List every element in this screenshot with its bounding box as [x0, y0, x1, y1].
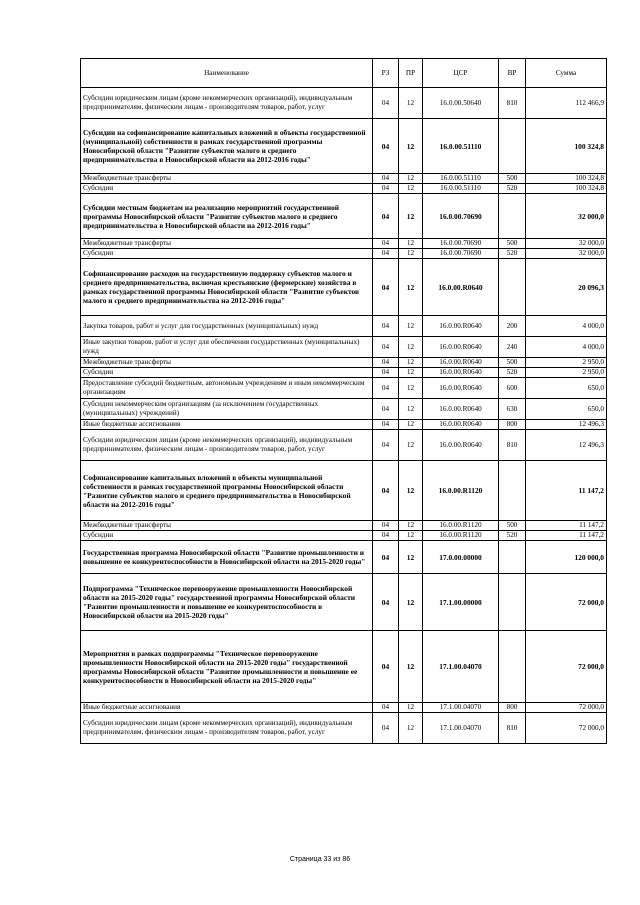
table-row	[81, 184, 607, 194]
cell-sum: 72 000,0	[526, 703, 607, 713]
cell-rz: 04	[373, 703, 399, 713]
cell-csr: 17.1.00.00000	[423, 574, 499, 631]
cell-rz: 04	[373, 430, 399, 461]
cell-pr: 12	[399, 378, 423, 399]
cell-pr: 12	[399, 259, 423, 316]
cell-name: Предоставление субсидий бюджетным, автономным учреждениям и иным некоммерческим организациям	[81, 378, 373, 399]
cell-sum: 72 000,0	[526, 574, 607, 631]
cell-sum: 32 000,0	[526, 249, 607, 259]
header-rz: РЗ	[373, 59, 399, 88]
cell-csr: 16.0.00.50640	[423, 88, 499, 119]
cell-vr: 520	[499, 368, 526, 378]
cell-name: Софинансирование капитальных вложений в объекты муниципальной собственности в рамках государственной программы Новосибирской области "Развитие субъектов малого и среднего предпринимательства в Новосибирской области на 2012-2016 годы"	[81, 461, 373, 521]
cell-vr: 810	[499, 713, 526, 744]
cell-name: Субсидии местным бюджетам на реализацию мероприятий государственной программы Новосибирской области "Развитие субъектов малого и среднего предпринимательства в Новосибирской области на 2012-2016 годы"	[81, 194, 373, 239]
cell-csr: 16.0.00.51110	[423, 184, 499, 194]
cell-csr: 16.0.00.70690	[423, 194, 499, 239]
cell-name: Закупка товаров, работ и услуг для государственных (муниципальных) нужд	[81, 316, 373, 337]
cell-vr: 500	[499, 521, 526, 531]
table-row	[81, 316, 607, 337]
table-row	[81, 430, 607, 461]
cell-sum: 120 000,0	[526, 541, 607, 574]
cell-csr: 16.0.00.R0640	[423, 316, 499, 337]
cell-rz: 04	[373, 358, 399, 368]
cell-name: Межбюджетные трансферты	[81, 521, 373, 531]
cell-rz: 04	[373, 249, 399, 259]
cell-name: Субсидии юридическим лицам (кроме некоммерческих организаций), индивидуальным предпринимателям, физическим лицам - производителям товаров, работ, услуг	[81, 88, 373, 119]
cell-name: Государственная программа Новосибирской области "Развитие промышленности и повышение ее конкурентоспособности в Новосибирской области на 2015-2020 годы"	[81, 541, 373, 574]
cell-csr: 16.0.00.R0640	[423, 399, 499, 420]
cell-sum: 4 000,0	[526, 337, 607, 358]
cell-sum: 11 147,2	[526, 531, 607, 541]
cell-rz: 04	[373, 631, 399, 703]
table-row	[81, 703, 607, 713]
cell-csr: 17.1.00.04070	[423, 713, 499, 744]
table-row	[81, 631, 607, 703]
cell-name: Субсидии юридическим лицам (кроме некоммерческих организаций), индивидуальным предпринимателям, физическим лицам - производителям товаров, работ, услуг	[81, 430, 373, 461]
table-row	[81, 358, 607, 368]
cell-vr: 800	[499, 703, 526, 713]
cell-csr: 16.0.00.R0640	[423, 420, 499, 430]
cell-rz: 04	[373, 541, 399, 574]
cell-csr: 16.0.00.R0640	[423, 337, 499, 358]
cell-name: Иные бюджетные ассигнования	[81, 703, 373, 713]
cell-pr: 12	[399, 337, 423, 358]
cell-rz: 04	[373, 88, 399, 119]
cell-vr: 630	[499, 399, 526, 420]
cell-rz: 04	[373, 194, 399, 239]
cell-pr: 12	[399, 703, 423, 713]
cell-csr: 17.0.00.00000	[423, 541, 499, 574]
cell-name: Субсидии юридическим лицам (кроме некоммерческих организаций), индивидуальным предпринимателям, физическим лицам - производителям товаров, работ, услуг	[81, 713, 373, 744]
table-row	[81, 174, 607, 184]
cell-vr	[499, 461, 526, 521]
cell-sum: 11 147,2	[526, 461, 607, 521]
cell-csr: 16.0.00.R0640	[423, 358, 499, 368]
cell-csr: 16.0.00.R0640	[423, 368, 499, 378]
cell-vr	[499, 541, 526, 574]
cell-rz: 04	[373, 368, 399, 378]
cell-vr: 520	[499, 184, 526, 194]
cell-vr: 500	[499, 239, 526, 249]
cell-pr: 12	[399, 249, 423, 259]
cell-vr: 800	[499, 420, 526, 430]
cell-pr: 12	[399, 420, 423, 430]
cell-name: Мероприятия в рамках подпрограммы "Техническое перевооружение промышленности Новосибирской области на 2015-2020 годы" государственной программы Новосибирской области "Развитие промышленности и повышение ее конкурентоспособности в Новосибирской области на 2015-2020 годы"	[81, 631, 373, 703]
cell-name: Межбюджетные трансферты	[81, 174, 373, 184]
cell-rz: 04	[373, 174, 399, 184]
cell-sum: 72 000,0	[526, 713, 607, 744]
cell-pr: 12	[399, 461, 423, 521]
cell-rz: 04	[373, 574, 399, 631]
cell-name: Субсидии	[81, 184, 373, 194]
cell-sum: 2 950,0	[526, 358, 607, 368]
cell-pr: 12	[399, 531, 423, 541]
cell-csr: 17.1.00.04070	[423, 703, 499, 713]
cell-sum: 32 000,0	[526, 239, 607, 249]
table-row	[81, 259, 607, 316]
cell-rz: 04	[373, 184, 399, 194]
cell-rz: 04	[373, 521, 399, 531]
cell-pr: 12	[399, 88, 423, 119]
cell-pr: 12	[399, 521, 423, 531]
cell-vr: 520	[499, 249, 526, 259]
cell-rz: 04	[373, 378, 399, 399]
cell-name: Межбюджетные трансферты	[81, 358, 373, 368]
cell-vr	[499, 259, 526, 316]
table-row	[81, 713, 607, 744]
table-row	[81, 368, 607, 378]
cell-csr: 16.0.00.70690	[423, 239, 499, 249]
cell-pr: 12	[399, 399, 423, 420]
cell-sum: 4 000,0	[526, 316, 607, 337]
table-row	[81, 88, 607, 119]
table-row	[81, 378, 607, 399]
cell-vr: 600	[499, 378, 526, 399]
cell-name: Субсидии	[81, 531, 373, 541]
cell-csr: 17.1.00.04070	[423, 631, 499, 703]
cell-vr: 500	[499, 358, 526, 368]
cell-rz: 04	[373, 461, 399, 521]
cell-csr: 16.0.00.51110	[423, 119, 499, 174]
table-row	[81, 119, 607, 174]
cell-rz: 04	[373, 119, 399, 174]
cell-sum: 100 324,8	[526, 119, 607, 174]
cell-sum: 650,0	[526, 378, 607, 399]
cell-name: Субсидии некоммерческим организациям (за исключением государственных (муниципальных) учреждений)	[81, 399, 373, 420]
header-name: Наименование	[81, 59, 373, 88]
cell-sum: 32 000,0	[526, 194, 607, 239]
cell-name: Иные бюджетные ассигнования	[81, 420, 373, 430]
cell-vr	[499, 574, 526, 631]
cell-rz: 04	[373, 399, 399, 420]
table-row	[81, 399, 607, 420]
table-body	[81, 88, 607, 744]
cell-vr	[499, 631, 526, 703]
cell-pr: 12	[399, 119, 423, 174]
page-number: Страница 33 из 86	[289, 856, 351, 863]
table-row	[81, 574, 607, 631]
cell-sum: 100 324,8	[526, 184, 607, 194]
cell-pr: 12	[399, 174, 423, 184]
cell-name: Субсидии на софинансирование капитальных вложений в объекты государственной (муниципальной) собственности в рамках государственной программы Новосибирской области "Развитие субъектов малого и среднего предпринимательства в Новосибирской области на 2012-2016 годы"	[81, 119, 373, 174]
cell-pr: 12	[399, 574, 423, 631]
cell-rz: 04	[373, 316, 399, 337]
cell-pr: 12	[399, 184, 423, 194]
cell-vr: 520	[499, 531, 526, 541]
cell-sum: 12 496,3	[526, 430, 607, 461]
table-row	[81, 194, 607, 239]
cell-rz: 04	[373, 239, 399, 249]
budget-table	[80, 58, 607, 744]
cell-csr: 16.0.00.R0640	[423, 259, 499, 316]
cell-sum: 650,0	[526, 399, 607, 420]
header-sum: Сумма	[526, 59, 607, 88]
table-row	[81, 420, 607, 430]
cell-rz: 04	[373, 531, 399, 541]
header-pr: ПР	[399, 59, 423, 88]
cell-vr: 200	[499, 316, 526, 337]
cell-name: Межбюджетные трансферты	[81, 239, 373, 249]
cell-name: Иные закупки товаров, работ и услуг для обеспечения государственных (муниципальных) нужд	[81, 337, 373, 358]
table-row	[81, 541, 607, 574]
cell-csr: 16.0.00.R1120	[423, 521, 499, 531]
cell-pr: 12	[399, 541, 423, 574]
header-csr: ЦСР	[423, 59, 499, 88]
cell-vr: 500	[499, 174, 526, 184]
cell-pr: 12	[399, 239, 423, 249]
cell-vr	[499, 119, 526, 174]
cell-sum: 20 096,3	[526, 259, 607, 316]
cell-sum: 12 496,3	[526, 420, 607, 430]
table-row	[81, 337, 607, 358]
cell-name: Подпрограмма "Техническое перевооружение промышленности Новосибирской области на 2015-2020 годы" государственной программы Новосибирской области "Развитие промышленности и повышение ее конкурентоспособности в Новосибирской области на 2015-2020 годы"	[81, 574, 373, 631]
header-vr: ВР	[499, 59, 526, 88]
table-row	[81, 521, 607, 531]
cell-sum: 112 466,9	[526, 88, 607, 119]
cell-sum: 72 000,0	[526, 631, 607, 703]
cell-pr: 12	[399, 713, 423, 744]
cell-pr: 12	[399, 368, 423, 378]
table-header-row	[81, 59, 607, 88]
cell-name: Софинансирование расходов на государственную поддержку субъектов малого и среднего предпринимательства, включая крестьянские (фермерские) хозяйства в рамках государственной программы Новосибирской области "Развитие субъектов малого и среднего предпринимательства на 2012-2016 годы"	[81, 259, 373, 316]
cell-vr	[499, 194, 526, 239]
table-row	[81, 461, 607, 521]
cell-name: Субсидии	[81, 368, 373, 378]
cell-csr: 16.0.00.70690	[423, 249, 499, 259]
cell-csr: 16.0.00.R1120	[423, 531, 499, 541]
cell-vr: 810	[499, 88, 526, 119]
cell-pr: 12	[399, 631, 423, 703]
cell-sum: 2 950,0	[526, 368, 607, 378]
cell-sum: 11 147,2	[526, 521, 607, 531]
table-row	[81, 249, 607, 259]
cell-rz: 04	[373, 713, 399, 744]
cell-csr: 16.0.00.R0640	[423, 378, 499, 399]
cell-csr: 16.0.00.R1120	[423, 461, 499, 521]
cell-sum: 100 324,8	[526, 174, 607, 184]
table-row	[81, 531, 607, 541]
cell-pr: 12	[399, 430, 423, 461]
cell-csr: 16.0.00.51110	[423, 174, 499, 184]
cell-vr: 810	[499, 430, 526, 461]
cell-vr: 240	[499, 337, 526, 358]
table-row	[81, 239, 607, 249]
cell-pr: 12	[399, 358, 423, 368]
cell-rz: 04	[373, 259, 399, 316]
cell-pr: 12	[399, 194, 423, 239]
cell-name: Субсидии	[81, 249, 373, 259]
cell-pr: 12	[399, 316, 423, 337]
cell-csr: 16.0.00.R0640	[423, 430, 499, 461]
cell-rz: 04	[373, 337, 399, 358]
cell-rz: 04	[373, 420, 399, 430]
